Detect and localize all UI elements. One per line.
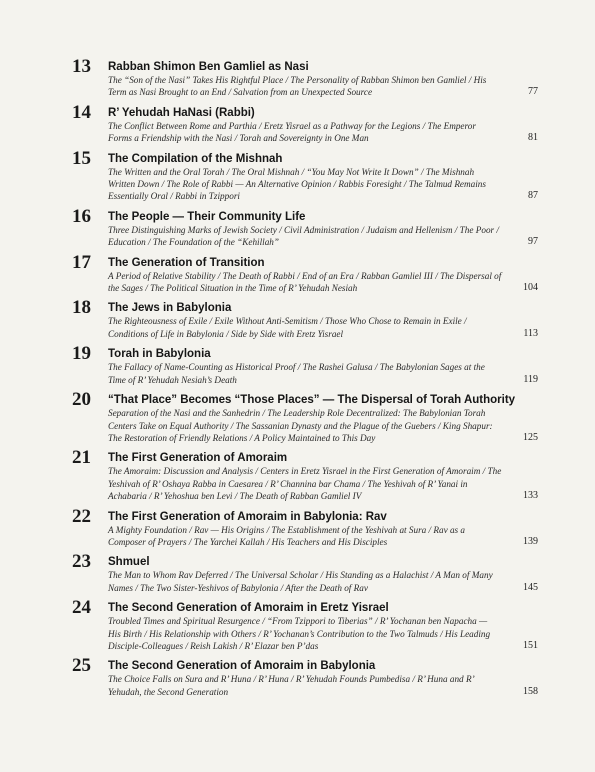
chapter-number: 25: [72, 655, 91, 677]
page-number: 77: [528, 86, 538, 98]
chapter-title: The Second Generation of Amoraim in Eretz Yisrael: [108, 602, 389, 615]
chapter-title: The People — Their Community Life: [108, 210, 306, 223]
page-number: 113: [523, 327, 538, 339]
chapter-topics: Three Distinguishing Marks of Jewish Society / Civil Administration / Judaism and Hellenism / The Poor / Education / The Foundation of the “Kehillah”: [108, 224, 499, 248]
chapter-number: 14: [72, 101, 91, 123]
chapter-number: 16: [72, 205, 91, 227]
page-number: 81: [528, 132, 538, 144]
chapter-title: R’ Yehudah HaNasi (Rabbi): [108, 106, 255, 119]
toc-entry: [72, 251, 540, 295]
toc-entry: [72, 505, 540, 549]
chapter-topics: The Righteousness of Exile / Exile Without Anti-Semitism / Those Who Chose to Remain in Exile / Conditions of Life in Babylonia / Side by Side with Eretz Yisrael: [108, 316, 467, 339]
chapter-title: The Second Generation of Amoraim in Babylonia: [108, 660, 376, 673]
chapter-number: 24: [72, 597, 91, 619]
chapter-number: 20: [72, 389, 91, 411]
chapter-topics: The Choice Falls on Sura and R’ Huna / R’ Huna / R’ Yehudah Founds Pumbedisa / R’ Huna and R’ Yehudah, the Second Generation: [108, 674, 474, 697]
page-number: 133: [523, 490, 538, 502]
chapter-number: 17: [72, 251, 91, 273]
chapter-title: Shmuel: [108, 556, 150, 569]
toc-entry: [72, 389, 540, 444]
page-number: 158: [523, 685, 538, 697]
page-number: 151: [523, 639, 538, 651]
chapter-topics: Separation of the Nasi and the Sanhedrin / The Leadership Role Decentralized: The Babylonian Torah Centers Take on Equal Authority / The Sassanian Dynasty and the Plague of the Guebers / King Shapur: The Restoration of Friendly Relations / A Policy Maintained to This Day: [108, 408, 493, 443]
toc-entry: [72, 297, 540, 340]
page-number: 87: [528, 190, 538, 202]
toc-entry: [72, 655, 540, 698]
page-number: 104: [523, 282, 538, 294]
page-number: 97: [528, 236, 538, 248]
chapter-number: 13: [72, 56, 91, 77]
chapter-number: 15: [72, 147, 91, 169]
chapter-title: The Compilation of the Mishnah: [108, 152, 283, 165]
page-number: 145: [523, 581, 538, 593]
page-number: 125: [523, 431, 538, 443]
chapter-number: 21: [72, 447, 91, 469]
chapter-number: 19: [72, 343, 91, 365]
table-of-contents: [72, 56, 540, 705]
page-number: 119: [523, 373, 538, 385]
chapter-title: Torah in Babylonia: [108, 348, 211, 361]
chapter-topics: The Fallacy of Name-Counting as Historical Proof / The Rashei Galusa / The Babylonian Sages at the Time of R’ Yehudah Nesiah’s Death: [108, 362, 485, 385]
chapter-number: 23: [72, 551, 91, 573]
chapter-topics: The “Son of the Nasi” Takes His Rightful Place / The Personality of Rabban Shimon ben Gamliel / His Term as Nasi Brought to an End / Salvation from an Unexpected Source: [108, 75, 487, 98]
chapter-topics: A Period of Relative Stability / The Death of Rabbi / End of an Era / Rabban Gamliel III / The Dispersal of the Sages / The Political Situation in the Time of R’ Yehudah Nesiah: [108, 270, 502, 294]
chapter-topics: The Conflict Between Rome and Parthia / Eretz Yisrael as a Pathway for the Legions / The Emperor Forms a Friendship with the Nasi / Torah and Sovereignty in One Man: [108, 120, 476, 144]
chapter-topics: The Man to Whom Rav Deferred / The Universal Scholar / His Standing as a Halachist / A Man of Many Names / The Two Sister-Yeshivos of Babylonia / After the Death of Rav: [108, 570, 493, 593]
toc-entry: [72, 101, 540, 145]
toc-entry: [72, 343, 540, 386]
toc-entry: [72, 551, 540, 594]
chapter-number: 18: [72, 297, 91, 319]
chapter-title: “That Place” Becomes “Those Places” — The Dispersal of Torah Authority: [108, 394, 516, 407]
chapter-title: The First Generation of Amoraim in Babylonia: Rav: [108, 510, 387, 523]
toc-entry: [72, 597, 540, 652]
chapter-title: Rabban Shimon Ben Gamliel as Nasi: [108, 61, 309, 73]
chapter-title: The Generation of Transition: [108, 256, 265, 269]
page-number: 139: [523, 535, 538, 547]
toc-entry: [72, 447, 540, 502]
chapter-title: The Jews in Babylonia: [108, 302, 232, 315]
toc-entry: [72, 147, 540, 203]
toc-entry: [72, 56, 540, 99]
chapter-topics: The Written and the Oral Torah / The Oral Mishnah / “You May Not Write It Down” / The Mishnah Written Down / The Role of Rabbi — An Alternative Opinion / Rabbis Foresight / The Talmud Remains Essentially Oral / Rabbi in Tzippori: [108, 166, 486, 202]
chapter-topics: The Amoraim: Discussion and Analysis / Centers in Eretz Yisrael in the First Generation of Amoraim / The Yeshivah of R’ Oshaya Rabba in Caesarea / R’ Channina bar Chama / The Yeshivah of R’ Yanai in Achabaria / R’ Yehoshua ben Levi / The Death of Rabban Gamliel IV: [108, 466, 502, 502]
chapter-title: The First Generation of Amoraim: [108, 452, 288, 465]
chapter-number: 22: [72, 505, 91, 527]
chapter-topics: Troubled Times and Spiritual Resurgence / “From Tzippori to Tiberias” / R’ Yochanan ben Napacha — His Birth / His Relationship with Others / R’ Yochanan’s Contribution to the Two Talmuds / His Leading Disciple-Colleagues / Reish Lakish / R’ Elazar ben P’das: [108, 616, 491, 651]
toc-entry: [72, 205, 540, 249]
chapter-topics: A Mighty Foundation / Rav — His Origins / The Establishment of the Yeshivah at Sura / Rav as a Composer of Prayers / The Yarchei Kallah / His Teachers and His Disciples: [108, 524, 466, 547]
